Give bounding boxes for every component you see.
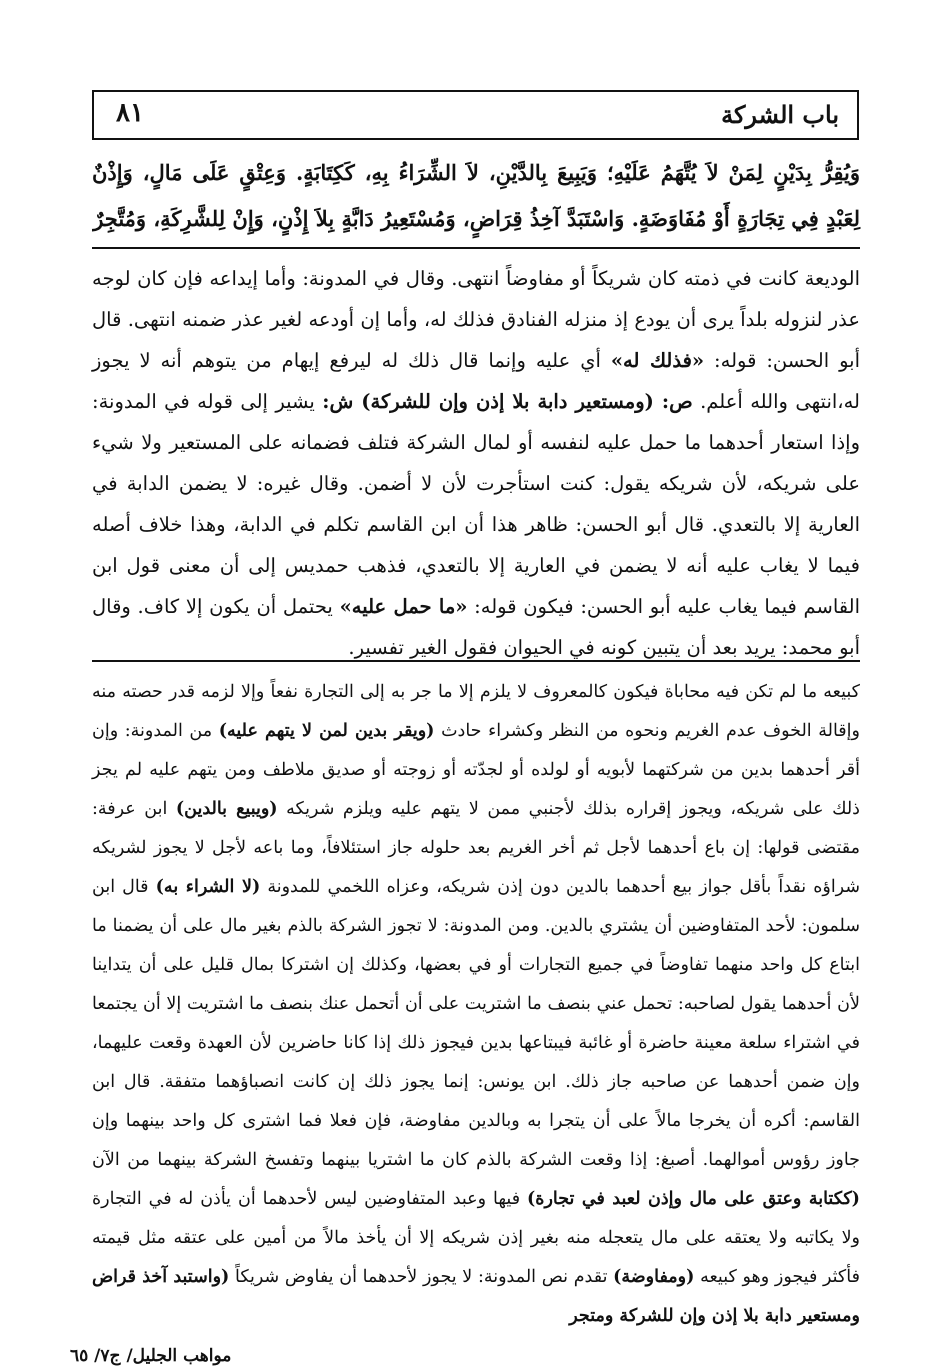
separator-sharh: [92, 660, 860, 662]
sharh-quote-2: ص: (ومستعير دابة بلا إذن وإن للشركة) ش:: [322, 390, 693, 413]
sharh-commentary: [92, 258, 860, 668]
sharh-text-1: الوديعة كانت في ذمته كان شريكاً أو مفاوضاً انتهى. وقال في المدونة: وأما إيداعه فإن كان لوجه عذر لنزوله بلداً يرى أن يودع إذ منزله الفنادق فذلك له، وأما إن أودعه لغير عذر ضمنه انتهى. قال أبو الحسن: قوله:: [92, 267, 860, 372]
page-header: [92, 90, 859, 140]
hashiya-quote-4: (ككتابة وعتق على مال وإذن لعبد في تجارة): [527, 1189, 860, 1209]
matn-paragraph: وَيُقِرُّ بِدَيْنٍ لِمَنْ لاَ يُتَّهَمُ عَلَيْهِ؛ وَيَبِيعَ بِالدَّيْنِ، لاَ الشِّرَاءُ بِهِ، كَكِتَابَةٍ. وَعِتْقٍ عَلَى مَالٍ، وَإِذْنٌ لِعَبْدٍ فِي تِجَارَةٍ أَوْ مُفَاوَضَةٍ. وَاسْتَبَدَّ آخِذُ قِرَاضٍ، وَمُسْتَعِيرُ دَابَّةٍ بِلاَ إِذْنٍ، وَإِنْ لِلشَّرِكَةِ، وَمُتَّجِرٌ: [92, 160, 860, 231]
hashiya-quote-3: (لا الشراء به): [155, 877, 261, 897]
separator-matn: [92, 247, 860, 249]
hashiya-text-6: تقدم نص المدونة: لا يجوز لأحدهما أن يفاوض شريكاً: [235, 1267, 608, 1287]
sharh-quote-3: «ما حمل عليه»: [339, 595, 468, 618]
hashiya-text-1: كبيعه ما لم تكن فيه محاباة فيكون كالمعروف لا يلزم إلا ما جر به إلى التجارة نفعاً وإلا لزمه قدر حصته منه وإقالة الخوف عدم الغريم ونحوه من النظر وكشراء حادث: [92, 682, 860, 741]
sharh-quote-1: «فذلك له»: [610, 349, 705, 372]
matn-text: [92, 150, 860, 242]
hashiya-quote-6: (واستبد آخذ قراض ومستعير دابة بلا إذن وإن للشركة ومتجر: [92, 1267, 860, 1326]
hashiya-quote-2: (ويبيع بالدين): [175, 799, 278, 819]
hashiya-commentary: [92, 673, 860, 1336]
footer-reference: مواهب الجليل/ ج٧/ ٦٥: [70, 1346, 232, 1366]
sharh-text-4: يحتمل أن يكون إلا كاف. وقال أبو محمد: يريد بعد أن يتبين كونه في الحيوان فقول الغير تفسير.: [92, 595, 860, 659]
hashiya-quote-1: (ويقر بدين لمن لا يتهم عليه): [218, 721, 435, 741]
sharh-text-3: يشير إلى قوله في المدونة: وإذا استعار أحدهما ما حمل عليه لنفسه أو لمال الشركة فتلف فضمانه على المستعير ولا شيء على شريكه، لأن شريكه يقول: كنت استأجرت لأن لا أضمن. وقال غيره: لا يضمن الدابة في العارية إلا بالتعدي. قال أبو الحسن: ظاهر هذا أن ابن القاسم تكلم في الدابة، وهذا خلاف أصله فيما لا يغاب عليه أنه لا يضمن في العارية إلا بالتعدي، فذهب حمديس إلى أن معنى قول ابن القاسم فيما يغاب عليه أبو الحسن: فيكون قوله:: [92, 390, 860, 618]
page-number: ٨١: [116, 98, 144, 128]
hashiya-text-5: فيها وعبد المتفاوضين ليس لأحدهما أن يأذن له في التجارة ولا يكاتبه ولا يعتقه على مال يتعجله منه بغير إذن شريكه إلا أن يأخذ مالاً من أمين على عتقه مثل قيمته فأكثر فيجوز وهو كبيعه: [92, 1189, 860, 1287]
hashiya-text-4: قال ابن سلمون: لأحد المتفاوضين أن يشتري بالدين. ومن المدونة: لا تجوز الشركة بالذم بغير مال على أن يضمنا ما ابتاع كل واحد منهما تفاوضاً في جميع التجارات أو في بعضها، وكذلك إن اشتركا بمال قليل على أن يتداينا لأن أحدهما يقول لصاحبه: تحمل عني بنصف ما اشتريت على أن أتحمل عنك بنصف ما اشتريت إلا أن يجتمعا في اشتراء سلعة معينة حاضرة أو غائبة فيبتاعها بدين فيجوز ذلك إذا كانا حاضرين لأن العهدة وقعت عليهما، وإن ضمن أحدهما عن صاحبه جاز ذلك. ابن يونس: إنما يجوز ذلك إن كانت انصباؤهما متفقة. قال ابن القاسم: أكره أن يخرجا مالاً على أن يتجرا به وبالدين مفاوضة، فإن فعلا فما اشترى كل واحد بينهما وإن جاوز رؤوس أموالهما. أصبغ: إذا وقعت الشركة بالذم كان ما اشتريا بينهما وتفسخ الشركة بينهما من الآن: [92, 877, 860, 1170]
hashiya-text-3: ابن عرفة: مقتضى قولها: إن باع أحدهما لأجل ثم أخر الغريم بعد حلوله جاز استئلافاً، وما باعه لأجل لا يجوز لشريكه شراؤه نقداً بأقل جواز بيع أحدهما بالدين دون إذن شريكه، وعزاه اللخمي للمدونة: [92, 799, 860, 897]
chapter-title: باب الشركة: [721, 100, 839, 129]
hashiya-quote-5: (ومفاوضة): [613, 1267, 695, 1287]
hashiya-text-2: من المدونة: وإن أقر أحدهما بدين من شركتهما لأبويه أو لولده أو لجدّته أو زوجته أو صديق ملاطف ومن يتهم عليه لم يجز ذلك على شريكه، ويجوز إقراره بذلك لأجنبي ممن لا يتهم عليه ويلزم شريكه: [92, 721, 860, 819]
sharh-text-2: أي عليه وإنما قال ذلك له ليرفع إيهام من يتوهم أنه لا يجوز له،انتهى والله أعلم.: [92, 349, 860, 413]
